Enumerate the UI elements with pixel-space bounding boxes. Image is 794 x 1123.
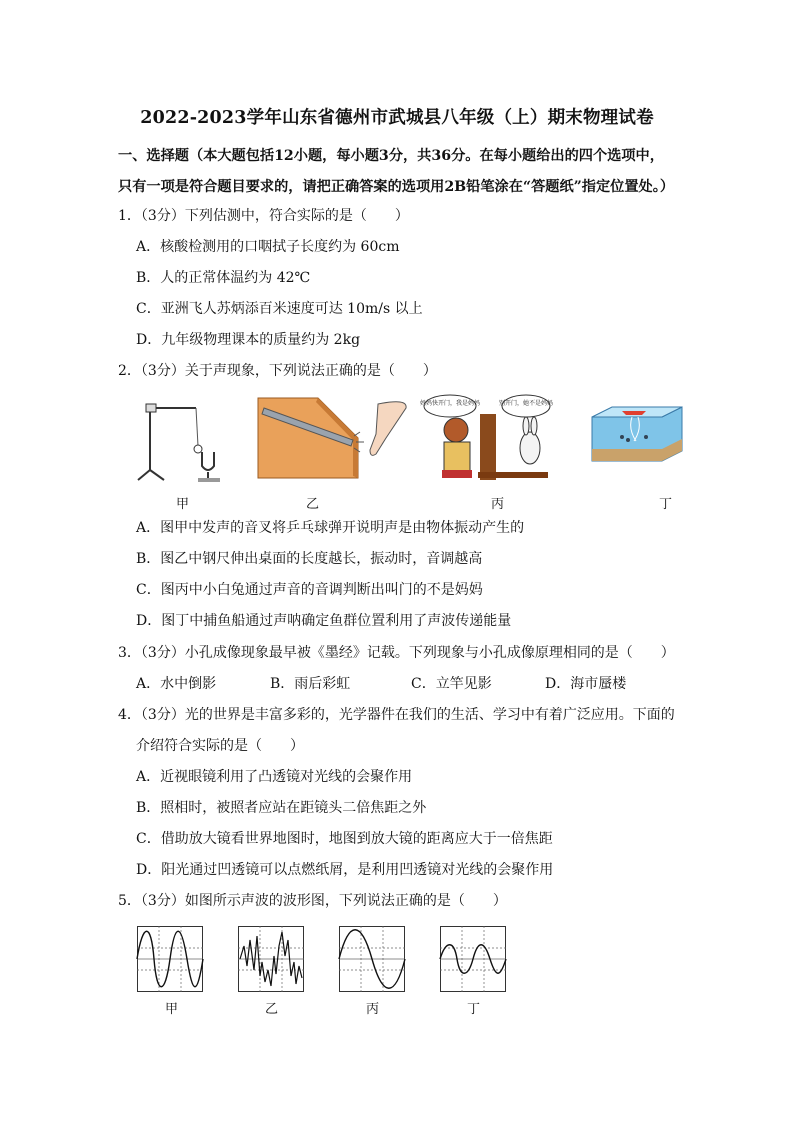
q2-label-bing: 丙	[491, 497, 505, 512]
bubble-left-text: 妈妈快开门，我是妈妈	[419, 400, 481, 407]
section-heading-line1: 一、选择题（本大题包括12小题，每小题3分，共36分。在每小题给出的四个选项中，	[118, 148, 664, 164]
q2-label-jia: 甲	[176, 497, 190, 512]
q3-stem: 3．（3分）小孔成像现象最早被《墨经》记载。下列现象与小孔成像原理相同的是（ ）	[118, 645, 675, 661]
q4-option-b: B．照相时，被照者应站在距镜头二倍焦距之外	[136, 800, 427, 816]
q5-stem: 5．（3分）如图所示声波的波形图，下列说法正确的是（ ）	[118, 893, 507, 909]
q1-option-c: C．亚洲飞人苏炳添百米速度可达 10m/s 以上	[136, 301, 423, 317]
q4-option-d: D．阳光通过凹透镜可以点燃纸屑，是利用凹透镜对光线的会聚作用	[136, 862, 554, 878]
bubble-right-text: 别开门，她不是妈妈	[498, 400, 554, 407]
q4-option-a: A．近视眼镜利用了凸透镜对光线的会聚作用	[136, 769, 413, 785]
q3-option-b: B．雨后彩虹	[270, 676, 351, 692]
q5-wave-yi	[238, 926, 304, 992]
q2-option-d: D．图丁中捕鱼船通过声呐确定鱼群位置利用了声波传递能量	[136, 613, 512, 629]
q5-wave-ding	[440, 926, 506, 992]
q2-option-b: B．图乙中钢尺伸出桌面的长度越长，振动时，音调越高	[136, 551, 483, 567]
q5-label-bing: 丙	[366, 1002, 380, 1017]
q4-stem-line1: 4．（3分）光的世界是丰富多彩的，光学器件在我们的生活、学习中有着广泛应用。下面的	[118, 707, 675, 723]
q3-option-d: D．海市蜃楼	[545, 676, 627, 692]
q2-option-c: C．图丙中小白兔通过声音的音调判断出叫门的不是妈妈	[136, 582, 483, 598]
q2-figure-bing	[418, 394, 563, 484]
q2-figure-ding	[592, 397, 682, 467]
q2-label-ding: 丁	[659, 497, 673, 512]
q1-option-a: A．核酸检测用的口咽拭子长度约为 60cm	[136, 239, 400, 255]
q2-option-a: A．图甲中发声的音叉将乒乓球弹开说明声是由物体振动产生的	[136, 520, 525, 536]
q4-option-c: C．借助放大镜看世界地图时，地图到放大镜的距离应大于一倍焦距	[136, 831, 553, 847]
q1-option-b: B．人的正常体温约为 42℃	[136, 270, 311, 286]
q5-wave-jia	[137, 926, 203, 992]
section-heading-line2: 只有一项是符合题目要求的，请把正确答案的选项用2B铅笔涂在“答题纸”指定位置处。）	[118, 179, 675, 195]
q3-option-c: C．立竿见影	[411, 676, 492, 692]
q3-option-a: A．水中倒影	[136, 676, 217, 692]
q2-stem: 2．（3分）关于声现象，下列说法正确的是（ ）	[118, 363, 437, 379]
q4-stem-line2: 介绍符合实际的是（ ）	[136, 738, 304, 754]
q5-label-yi: 乙	[265, 1002, 279, 1017]
q2-figure-jia	[136, 394, 236, 484]
page-title: 2022-2023学年山东省德州市武城县八年级（上）期末物理试卷	[140, 108, 654, 128]
q2-label-yi: 乙	[306, 497, 320, 512]
q5-wave-bing	[339, 926, 405, 992]
q2-figure-yi	[258, 398, 408, 478]
q1-stem: 1．（3分）下列估测中，符合实际的是（ ）	[118, 208, 409, 224]
q1-option-d: D．九年级物理课本的质量约为 2kg	[136, 332, 361, 348]
q5-label-ding: 丁	[467, 1002, 481, 1017]
q5-label-jia: 甲	[165, 1002, 179, 1017]
